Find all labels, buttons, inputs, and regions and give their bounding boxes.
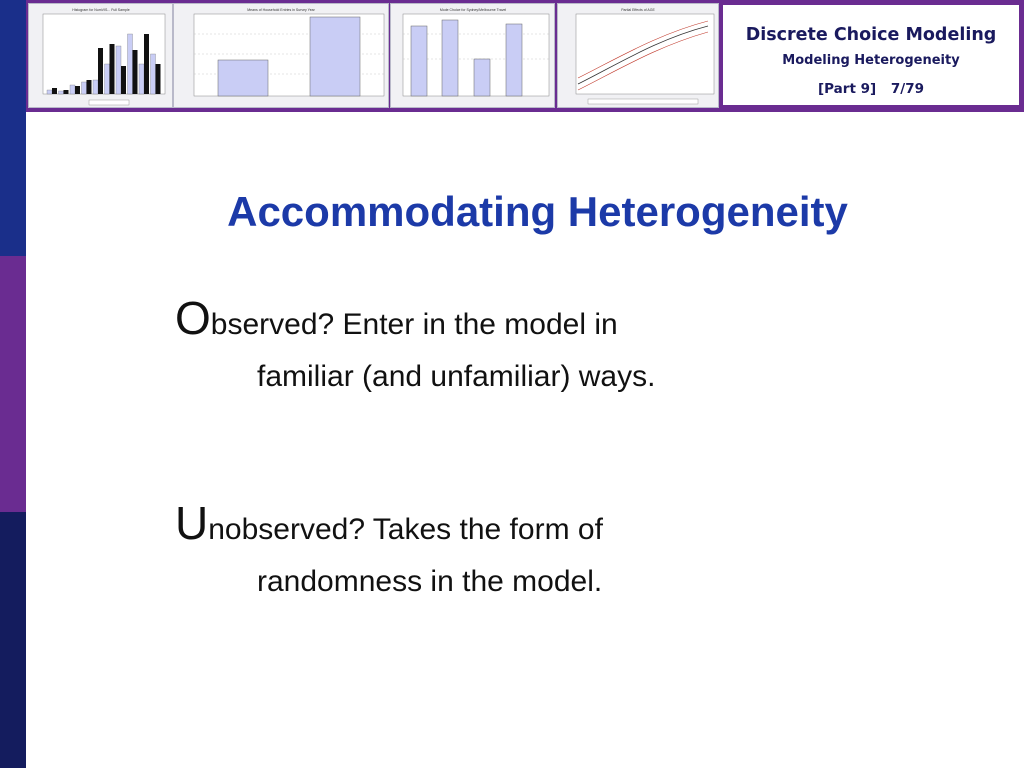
lecture-subtitle: Modeling Heterogeneity — [782, 53, 960, 68]
slide-header — [26, 0, 1024, 112]
mode-choice-thumbnail — [390, 3, 555, 108]
bullet-observed — [175, 292, 655, 403]
accent-bar-purple — [0, 256, 26, 512]
means-thumbnail — [173, 3, 389, 108]
histogram-bar — [133, 50, 138, 94]
histogram-bar — [151, 54, 156, 94]
bullet-drop-cap: U — [175, 497, 209, 549]
histogram-bar — [121, 66, 126, 94]
bullet-drop-cap: O — [175, 292, 211, 344]
part-indicator — [723, 81, 1019, 97]
histogram-bar — [128, 34, 133, 94]
thumbnail-title: Mode Choice for Sydney/Melbourne Travel — [439, 8, 507, 12]
histogram-bar — [47, 90, 52, 94]
slide-title: Accommodating Heterogeneity — [227, 188, 848, 235]
part-label: [Part 9] — [817, 81, 877, 97]
bullet-line-2: familiar (and unfamiliar) ways. — [257, 360, 656, 393]
bullet-unobserved — [175, 497, 603, 608]
histogram-bar — [98, 48, 103, 94]
histogram-thumbnail — [28, 3, 173, 108]
left-accent-bar — [0, 0, 26, 768]
histogram-bar — [144, 34, 149, 94]
histogram-bar — [87, 80, 92, 94]
histogram-bar — [70, 85, 75, 94]
bullet-text: bserved? Enter in the model in — [210, 308, 618, 341]
histogram-bar — [110, 44, 115, 94]
course-title-box — [721, 3, 1021, 107]
histogram-bar — [156, 64, 161, 94]
histogram-bar — [75, 86, 80, 94]
histogram-bar — [64, 90, 69, 94]
thumbnail-title: Histogram for NumVIS... Full Sample — [72, 8, 130, 12]
bullet-line-1 — [175, 497, 603, 556]
histogram-bar — [105, 64, 110, 94]
partial-effects-thumbnail — [557, 3, 719, 108]
histogram-bar — [139, 64, 144, 94]
thumbnail-title: Means of Household Entries in Survey Year — [247, 8, 315, 12]
histogram-bar — [59, 91, 64, 94]
bullet-line-1 — [175, 292, 655, 351]
histogram-bar — [82, 82, 87, 94]
header-divider — [26, 108, 1024, 112]
page-counter: 7/79 — [890, 81, 924, 97]
thumbnail-title: Partial Effects of AGE — [621, 8, 655, 12]
bullet-text: nobserved? Takes the form of — [208, 513, 603, 546]
histogram-bar — [116, 46, 121, 94]
histogram-bar — [93, 80, 98, 94]
histogram-bar — [52, 88, 57, 94]
bullet-line-2: randomness in the model. — [257, 565, 603, 598]
course-title: Discrete Choice Modeling — [745, 25, 997, 45]
accent-bar-navy — [0, 512, 26, 768]
